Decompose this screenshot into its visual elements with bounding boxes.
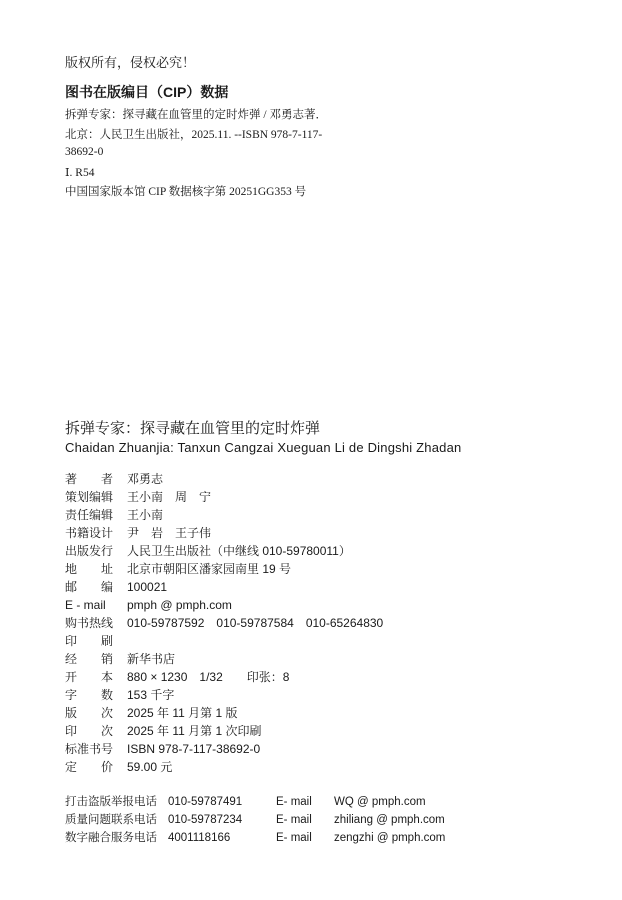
field-label: 书籍设计 [65,526,114,540]
field-value: 153 千字 [127,688,175,702]
field-label: 地址 [65,562,113,576]
cip-line: 北京：人民卫生出版社，2025.11. --ISBN 978-7-117- [65,129,323,141]
contact-label: 打击盗版举报电话 [65,796,157,808]
field-value: 010-59787592 010-59787584 010-65264830 [127,616,384,630]
book-pinyin-title: Chaidan Zhuanjia: Tanxun Cangzai Xueguan Li de Dingshi Zhadan [65,440,462,455]
field-value: 王小南 周 宁 [127,490,212,504]
field-label: 版次 [65,706,113,720]
contact-email: zengzhi @ pmph.com [334,832,446,844]
copyright-notice: 版权所有，侵权必究！ [65,55,196,70]
field-sales-hotline [65,614,384,632]
field-label: 经销 [65,652,113,666]
field-value: 100021 [127,580,168,594]
contact-email-label: E- mail [276,832,312,844]
field-value: 880 × 1230 1/32 印张：8 [127,670,290,684]
field-value: pmph @ pmph.com [127,598,232,612]
contact-email: zhiliang @ pmph.com [334,814,445,826]
field-label: 标准书号 [65,742,114,756]
contact-label: 质量问题联系电话 [65,814,157,826]
contact-phone: 4001118166 [168,832,231,844]
field-postcode [65,578,168,596]
field-label: 印刷 [65,634,113,648]
contact-label: 数字融合服务电话 [65,832,157,844]
cip-line: 拆弹专家：探寻藏在血管里的定时炸弹 / 邓勇志著． [65,109,327,121]
field-value: 2025 年 11 月第 1 次印刷 [127,724,262,738]
contact-email: WQ @ pmph.com [334,796,426,808]
field-value: 北京市朝阳区潘家园南里 19 号 [127,562,292,576]
field-label: 购书热线 [65,616,114,630]
field-price [65,758,173,776]
field-label: 出版发行 [65,544,114,558]
cip-line: 中国国家版本馆 CIP 数据核字第 20251GG353 号 [65,186,307,198]
field-isbn [65,740,261,758]
field-value: 尹 岩 王子伟 [127,526,212,540]
field-author [65,470,164,488]
cip-line: Ⅰ. R54 [65,167,95,179]
field-publisher [65,542,351,560]
field-word-count [65,686,175,704]
field-printing [65,632,113,650]
field-value: 人民卫生出版社（中继线 010-59780011） [127,544,351,558]
field-label: 开本 [65,670,113,684]
field-format [65,668,290,686]
field-impression [65,722,262,740]
field-value: 新华书店 [127,652,176,666]
field-value: 2025 年 11 月第 1 版 [127,706,238,720]
contact-phone: 010-59787491 [168,796,243,808]
contact-email-label: E- mail [276,796,312,808]
field-value: 邓勇志 [127,472,164,486]
cip-heading: 图书在版编目（CIP）数据 [65,84,229,100]
field-label: 著者 [65,472,113,486]
field-value: 59.00 元 [127,760,173,774]
field-edition [65,704,238,722]
field-label: 邮编 [65,580,113,594]
field-label: 责任编辑 [65,508,114,522]
field-address [65,560,292,578]
contact-email-label: E- mail [276,814,312,826]
field-planning-editor [65,488,212,506]
field-distributor [65,650,176,668]
field-book-design [65,524,212,542]
field-label: 字数 [65,688,113,702]
field-email [65,596,232,614]
field-label: E - mail [65,598,106,612]
field-label: 印次 [65,724,113,738]
field-label: 定价 [65,760,113,774]
contact-phone: 010-59787234 [168,814,243,826]
cip-line: 38692-0 [65,146,104,158]
field-label: 策划编辑 [65,490,114,504]
field-value: 王小南 [127,508,164,522]
book-title: 拆弹专家：探寻藏在血管里的定时炸弹 [65,420,321,437]
field-value: ISBN 978-7-117-38692-0 [127,742,261,756]
field-responsible-editor [65,506,164,524]
